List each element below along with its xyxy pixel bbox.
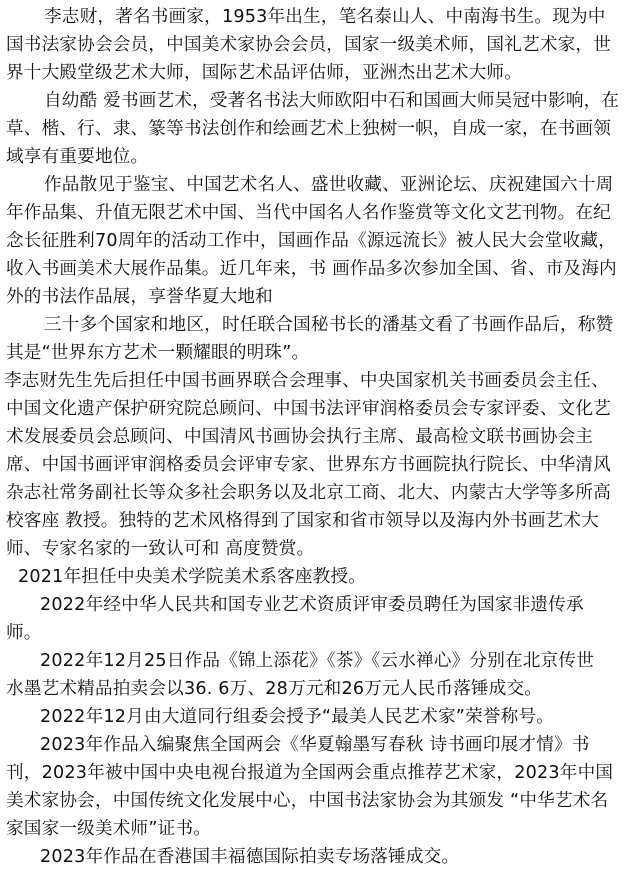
text-line: 2022年12月由大道同行组委会授予“最美人民艺术家”荣誉称号。	[40, 707, 555, 727]
text-line: 2021年担任中央美术学院美术系客座教授。	[18, 567, 367, 587]
text-line: 李志财先生先后担任中国书画界联合会理事、中央国家机关书画委员会主任、	[4, 371, 609, 391]
text-line: 中国文化遗产保护研究院总顾问、中国书法评审润格委员会专家评委、文化艺	[6, 399, 611, 419]
text-line: 师、专家名家的一致认可和 高度赞赏。	[6, 539, 315, 559]
text-line: 作品散见于鉴宝、中国艺术名人、盛世收藏、亚洲论坛、庆祝建国六十周	[44, 175, 614, 195]
text-line: 师。	[6, 623, 42, 643]
text-line: 席、中国书画评审润格委员会评审专家、世界东方书画院执行院长、中华清风	[6, 455, 611, 475]
text-line: 杂志社常务副社长等众多社会职务以及北京工商、北大、内蒙古大学等多所高	[6, 483, 611, 503]
text-line: 刊，2023年被中国中央电视台报道为全国两会重点推荐艺术家，2023年中国	[6, 763, 614, 783]
text-line: 2022年经中华人民共和国专业艺术资质评审委员聘任为国家非遗传承	[40, 595, 584, 615]
text-line: 年作品集、升值无限艺术中国、当代中国名人名作鉴赏等文化文艺刊物。在纪	[6, 203, 611, 223]
text-line: 李志财，著名书画家，1953年出生，笔名泰山人、中南海书生。现为中	[44, 7, 606, 27]
text-line: 家国家一级美术师”证书。	[6, 819, 212, 839]
text-line: 外的书法作品展，享誉华夏大地和	[6, 287, 273, 307]
text-line: 三十多个国家和地区，时任联合国秘书长的潘基文看了书画作品后，称赞	[44, 315, 614, 335]
text-line: 草、楷、行、隶、篆等书法创作和绘画艺术上独树一帜，自成一家，在书画领	[6, 119, 611, 139]
text-line: 域享有重要地位。	[6, 147, 149, 167]
text-line: 2022年12月25日作品《锦上添花》《茶》《云水禅心》分别在北京传世	[40, 651, 594, 671]
text-line: 自幼酷 爱书画艺术，受著名书法大师欧阳中石和国画大师吴冠中影响，在	[44, 91, 620, 111]
text-line: 界十大殿堂级艺术大师，国际艺术品评估师，亚洲杰出艺术大师。	[6, 63, 523, 83]
text-line: 2023年作品在香港国丰福德国际拍卖专场落锤成交。	[40, 847, 460, 867]
text-line: 美术家协会，中国传统文化发展中心，中国书法家协会为其颁发 “中华艺术名	[6, 791, 609, 811]
text-line: 水墨艺术精品拍卖会以36. 6万、28万元和26万元人民币落锤成交。	[6, 679, 543, 699]
text-line: 国书法家协会会员，中国美术家协会会员，国家一级美术师，国礼艺术家，世	[6, 35, 611, 55]
text-line: 念长征胜利70周年的活动工作中，国画作品《源远流长》被人民大会堂收藏，	[6, 231, 616, 251]
text-line: 收入书画美术大展作品集。近几年来，书 画作品多次参加全国、省、市及海内	[6, 259, 617, 279]
text-line: 校客座 教授。独特的艺术风格得到了国家和省市领导以及海内外书画艺术大	[6, 511, 599, 531]
text-line: 术发展委员会总顾问、中国清风书画协会执行主席、最高检文联书画协会主	[6, 427, 594, 447]
text-line: 2023年作品入编聚焦全国两会《华夏翰墨写春秋 诗书画印展才情》书	[40, 735, 590, 755]
text-line: 其是“世界东方艺术一颗耀眼的明珠”。	[6, 343, 310, 363]
